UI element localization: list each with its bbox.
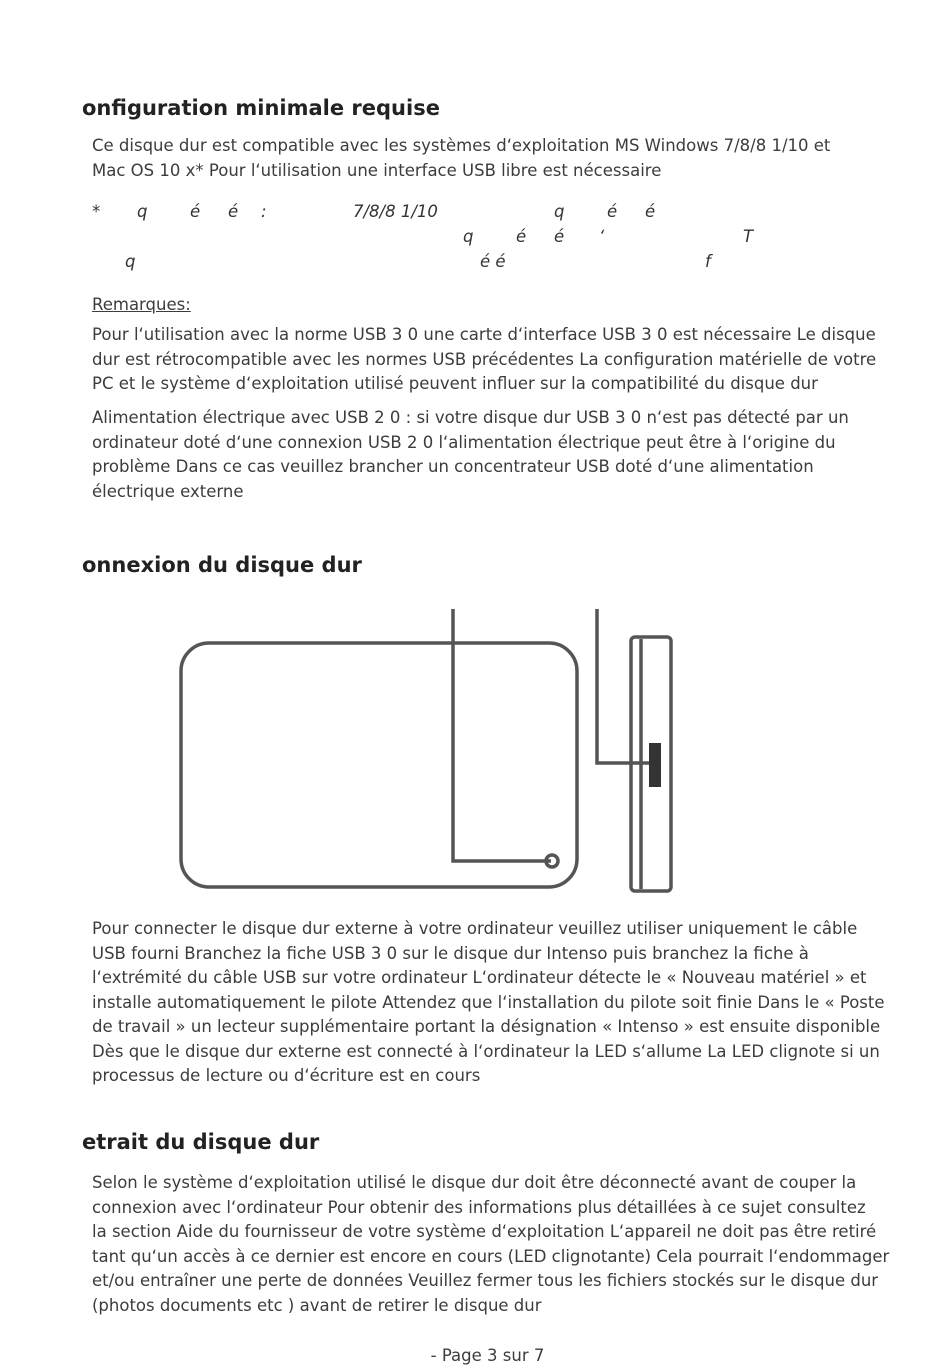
footnote-fragment: é (516, 227, 527, 246)
removal-line: Selon le système d‘exploitation utilisé le disque dur doit être déconnecté avant de couper la (92, 1173, 857, 1192)
remarks-line: PC et le système d‘exploitation utilisé peuvent influer sur la compatibilité du disque dur (92, 374, 818, 393)
usb-connector (649, 743, 661, 787)
remarks-line: Pour l‘utilisation avec la norme USB 3 0 une carte d‘interface USB 3 0 est nécessaire Le disque (92, 325, 876, 344)
removal-line: et/ou entraîner une perte de données Veuillez fermer tous les fichiers stockés sur le disque dur (92, 1271, 879, 1290)
drive-body (181, 643, 577, 887)
connection-line: de travail » un lecteur supplémentaire portant la désignation « Intenso » est ensuite disponible (92, 1017, 881, 1036)
removal-line: (photos documents etc ) avant de retirer le disque dur (92, 1295, 542, 1315)
footnote-fragment: q (463, 227, 474, 246)
footnote-fragment: q (137, 202, 148, 221)
footnote-fragment: f (705, 252, 711, 271)
config-intro-line: Ce disque dur est compatible avec les systèmes d‘exploitation MS Windows 7/8/8 1/10 et (92, 136, 831, 155)
connection-line: installe automatiquement le pilote Attendez que l‘installation du pilote soit finie Dans le « Poste (92, 992, 885, 1012)
footnote-fragment: q (554, 202, 565, 221)
footnote-fragment: : (261, 202, 267, 221)
config-intro (92, 134, 830, 183)
connection-line: Pour connecter le disque dur externe à votre ordinateur veuillez utiliser uniquement le câble (92, 919, 858, 938)
power-line: problème Dans ce cas veuillez brancher un concentrateur USB doté d‘une alimentation (92, 457, 814, 476)
config-intro-line: Mac OS 10 x* Pour l‘utilisation une interface USB libre est nécessaire (92, 160, 662, 180)
footnote-fragment: 7/8/8 1/10 (353, 202, 438, 221)
cable-drive (453, 609, 551, 861)
power-note (92, 406, 849, 504)
footnote-fragment: q (125, 252, 136, 271)
removal-heading: etrait du disque dur (82, 1130, 320, 1154)
footnote-fragment: T (743, 227, 754, 246)
remarks-body (92, 323, 876, 397)
config-heading: onfiguration minimale requise (82, 96, 440, 120)
removal-body (92, 1171, 889, 1318)
connection-body (92, 917, 885, 1089)
page-number: - Page 3 sur 7 (430, 1346, 545, 1365)
footnote-fragment: ‘ (599, 227, 605, 246)
connection-line: Dès que le disque dur externe est connecté à l‘ordinateur la LED s‘allume La LED clignote si un (92, 1041, 880, 1061)
power-line: ordinateur doté d‘une connexion USB 2 0 l‘alimentation électrique peut être à l‘origine du (92, 432, 836, 452)
footnote-fragment: é (607, 202, 618, 221)
connection-line: processus de lecture ou d‘écriture est en cours (92, 1066, 481, 1085)
remarks-line: dur est rétrocompatible avec les normes USB précédentes La configuration matérielle de votre (92, 349, 877, 369)
connection-line: USB fourni Branchez la fiche USB 3 0 sur le disque dur Intenso puis branchez la fiche à (92, 943, 809, 963)
connection-heading: onnexion du disque dur (82, 553, 362, 577)
hard-drive-diagram (165, 605, 695, 905)
footnote-fragment: é (228, 202, 239, 221)
removal-line: tant qu‘un accès à ce dernier est encore en cours (LED clignotante) Cela pourrait l‘endommager (92, 1246, 890, 1266)
footnote-fragment: é (645, 202, 656, 221)
power-line: Alimentation électrique avec USB 2 0 : si votre disque dur USB 3 0 n‘est pas détecté par un (92, 408, 849, 427)
footnote-fragment: * (92, 202, 101, 221)
remarks-heading: Remarques: (92, 295, 191, 314)
removal-line: connexion avec l‘ordinateur Pour obtenir des informations plus détaillées à ce sujet consultez (92, 1197, 866, 1217)
footnote-fragment: é é (480, 252, 506, 271)
connection-line: l‘extrémité du câble USB sur votre ordinateur L‘ordinateur détecte le « Nouveau matériel » et (92, 968, 867, 987)
footnote-fragment: é (190, 202, 201, 221)
footnote-fragment: é (554, 227, 565, 246)
power-line: électrique externe (92, 481, 244, 501)
removal-line: la section Aide du fournisseur de votre système d‘exploitation L‘appareil ne doit pas être retiré (92, 1222, 877, 1241)
